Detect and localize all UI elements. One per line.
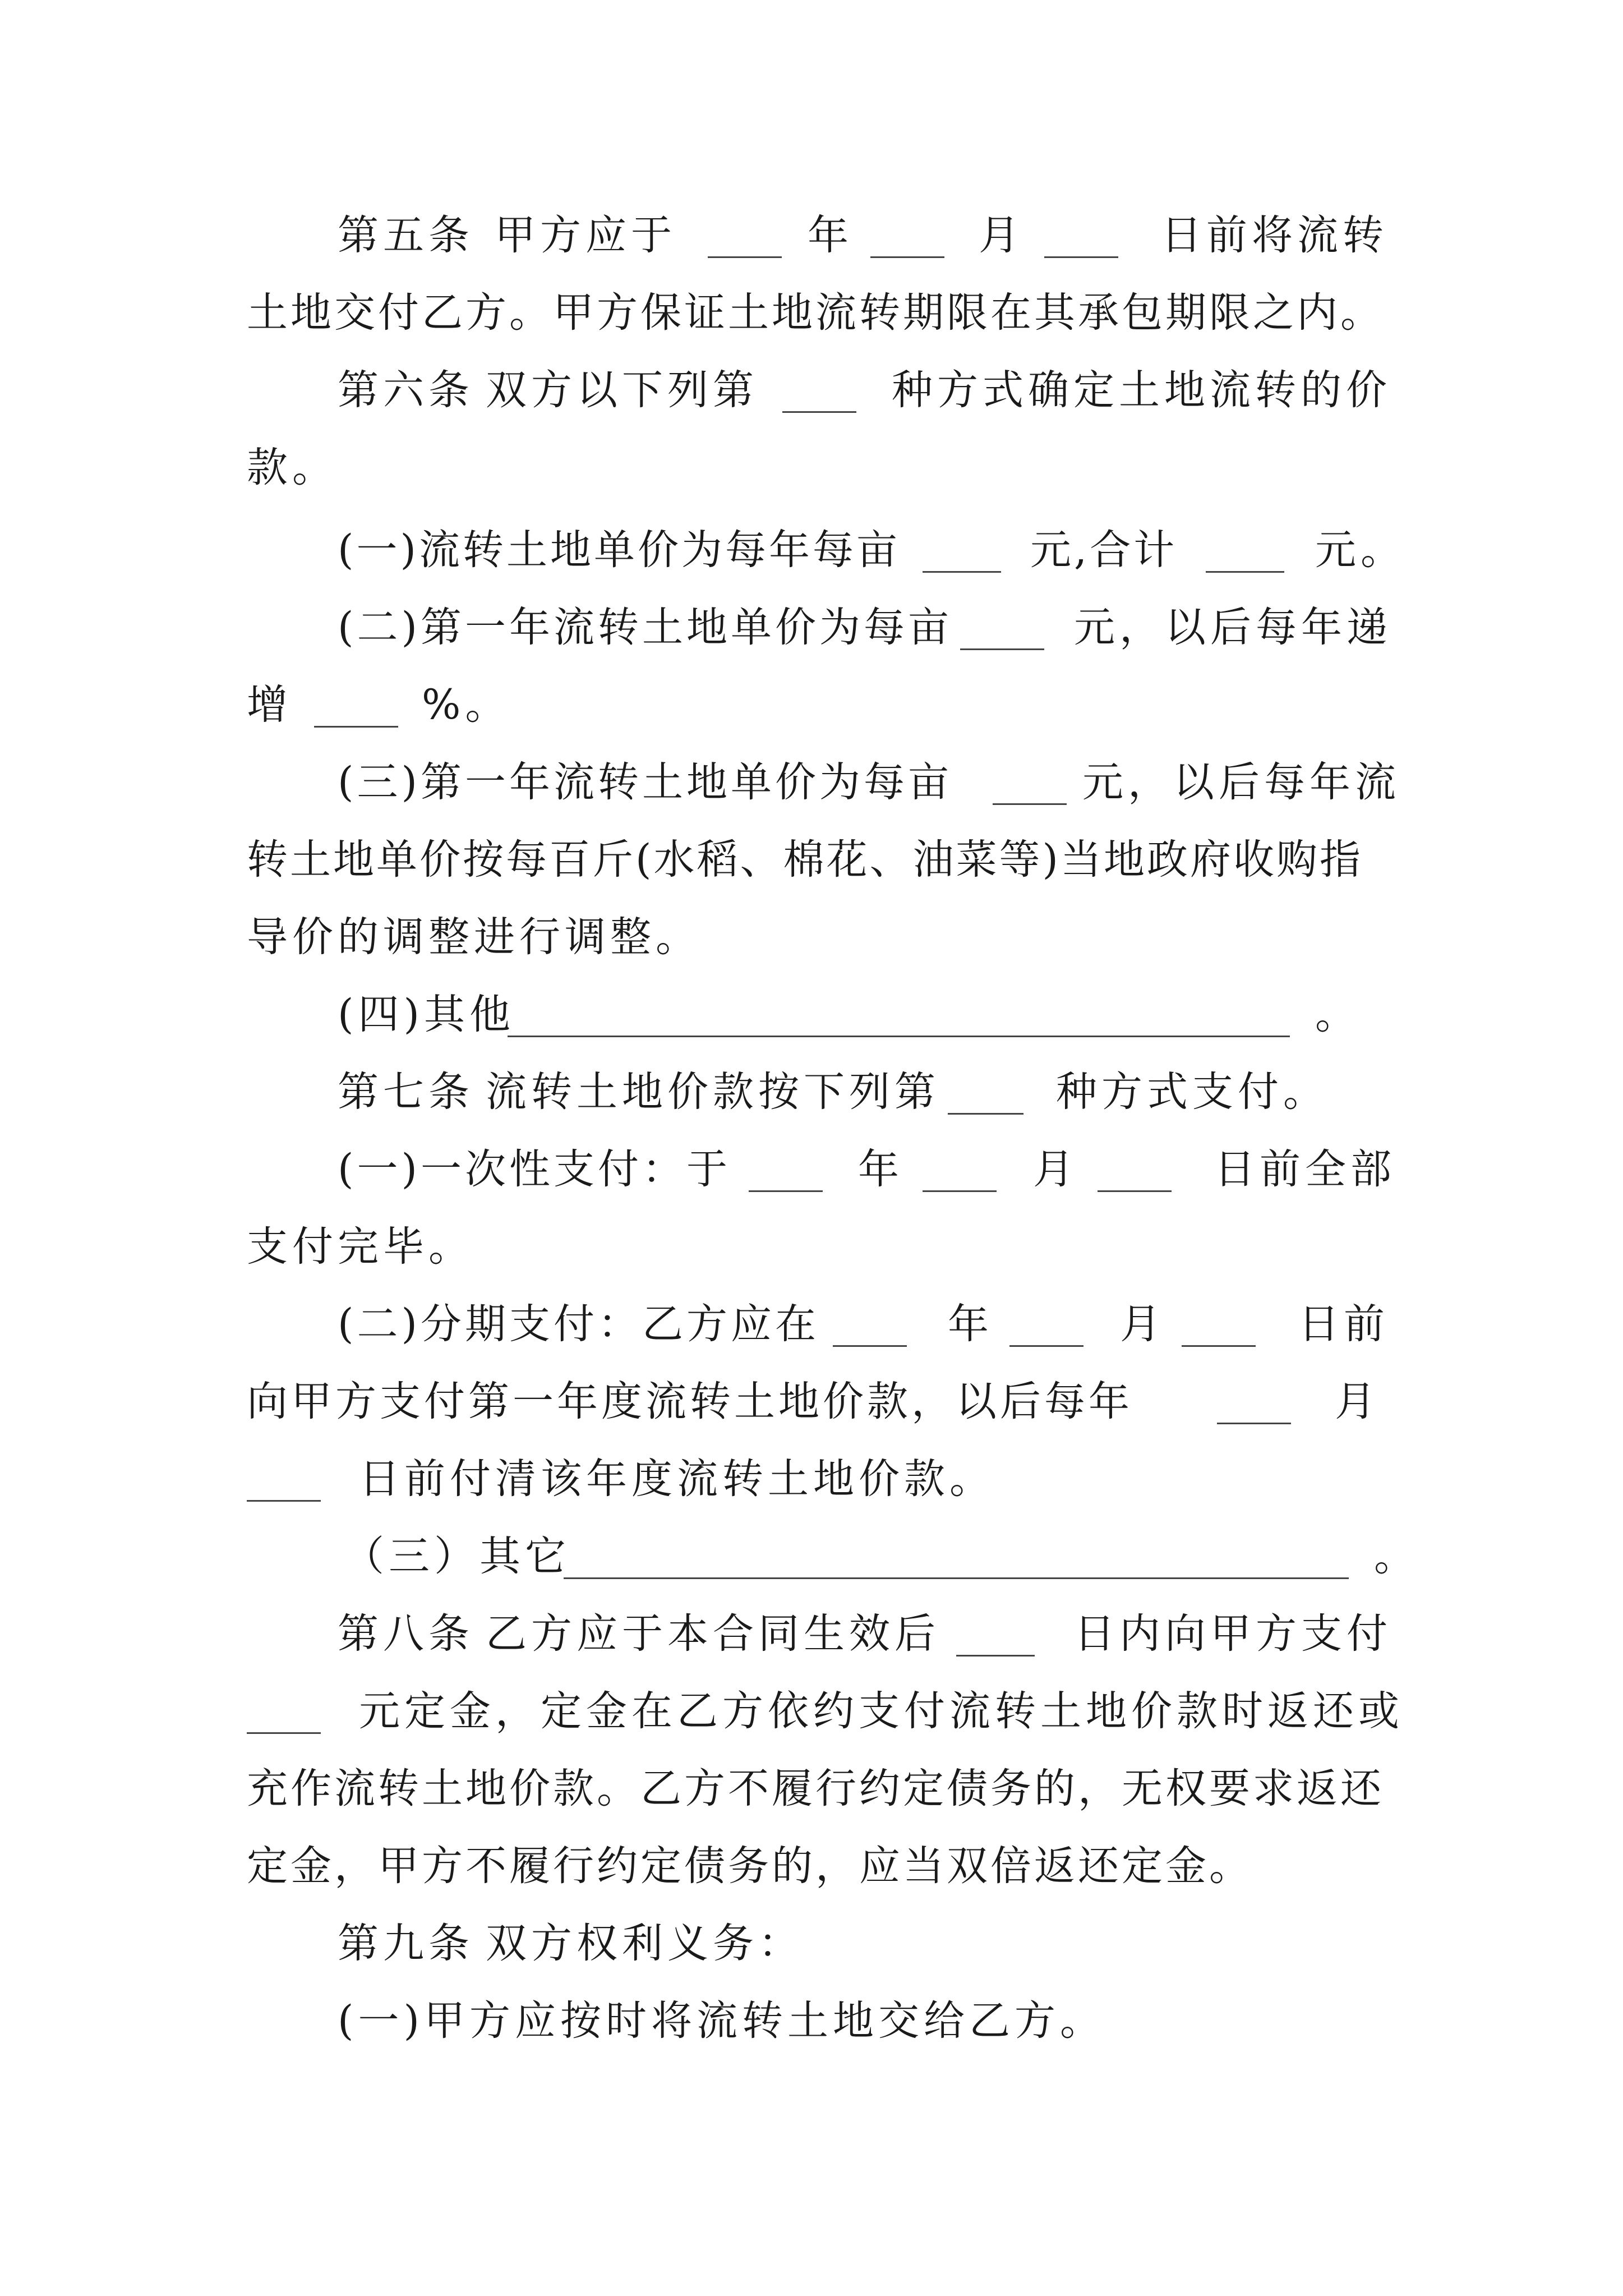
blank-field[interactable] [833,1304,907,1347]
article-5-text: 甲方应于 [495,211,676,259]
article-6-title: 第六条 [338,366,474,414]
option-text: %。 [422,681,511,729]
blank-field[interactable] [923,1149,997,1192]
blank-field[interactable] [1182,1304,1256,1347]
article-7-option-1-line-2 [0,1216,1623,1278]
option-text: 元，以后每年递 [1074,604,1392,651]
article-6-option-2-line-2 [0,674,1623,736]
article-8-line-1 [0,1603,1623,1665]
option-text: (三)第一年流转土地单价为每亩 [338,758,952,806]
article-9-option-1 [0,1990,1623,2052]
option-text: (一)流转土地单价为每年每亩 [338,526,900,574]
article-6-option-3-line-3 [0,907,1623,968]
month-label: 月 [1033,1145,1078,1193]
option-text: (四)其他 [338,991,515,1038]
option-text: (二)分期支付：乙方应在 [338,1300,819,1348]
blank-field[interactable] [1044,215,1118,258]
article-7-option-2 [0,1294,1623,1355]
article-5-text: 日前将流转 [1161,211,1388,259]
blank-field[interactable] [749,1149,823,1192]
article-9-text: 双方权利义务： [486,1920,804,1967]
article-7-option-1 [0,1139,1623,1200]
blank-field[interactable] [993,762,1067,805]
article-8-line-3 [0,1758,1623,1820]
blank-field[interactable] [1206,530,1284,573]
option-text: 元。 [1315,526,1406,574]
article-8-line-2 [0,1681,1623,1742]
article-8-text: 乙方应于本合同生效后 [486,1610,940,1658]
article-7-line-1 [0,1061,1623,1123]
article-6-option-4 [0,984,1623,1046]
paragraph-text: 导价的调整进行调整。 [247,913,701,961]
option-text: 。 [1374,1533,1419,1580]
paragraph-text: 向甲方支付第一年度流转土地价款，以后每年 [247,1378,1133,1425]
blank-field[interactable] [870,215,944,258]
paragraph-text: 日前付清该年度流转土地价款。 [359,1455,995,1503]
blank-field[interactable] [960,607,1044,650]
article-5-line-1 [0,205,1623,266]
option-text: (二)第一年流转土地单价为每亩 [338,604,952,651]
option-text: 元,合计 [1030,526,1178,574]
article-7-option-2-line-3 [0,1448,1623,1510]
option-text: 元，以后每年流 [1082,758,1400,806]
month-label: 月 [1335,1378,1380,1425]
article-6-option-3 [0,752,1623,813]
option-text: 日前全部 [1214,1145,1396,1193]
paragraph-text: 支付完毕。 [247,1223,474,1271]
blank-field[interactable] [1009,1304,1083,1347]
article-6-line-1 [0,360,1623,421]
article-9-line-1 [0,1913,1623,1975]
year-label: 年 [808,211,853,259]
article-6-text: 双方以下列第 [486,366,758,414]
article-7-option-2-line-2 [0,1371,1623,1433]
month-label: 月 [1120,1300,1165,1348]
blank-field[interactable] [564,1536,1349,1579]
paragraph-text: 款。 [247,444,338,491]
article-5-line-2 [0,282,1623,344]
article-7-text: 流转土地价款按下列第 [486,1068,940,1116]
article-7-title: 第七条 [338,1068,474,1116]
article-7-option-3 [0,1526,1623,1588]
month-label: 月 [979,211,1024,259]
article-6-option-1 [0,519,1623,581]
article-6-line-2 [0,437,1623,499]
paragraph-text: 转土地单价按每百斤(水稻、棉花、油菜等)当地政府收购指 [247,836,1363,884]
paragraph-text: 元定金，定金在乙方依约支付流转土地价款时返还或 [359,1687,1404,1735]
year-label: 年 [948,1300,993,1348]
blank-field[interactable] [923,530,1001,573]
option-text: (一)甲方应按时将流转土地交给乙方。 [338,1997,1105,2045]
article-5-title: 第五条 [338,211,474,259]
article-8-title: 第八条 [338,1610,474,1658]
option-text: 增 [247,681,292,729]
paragraph-text: 充作流转土地价款。乙方不履行约定债务的，无权要求返还 [247,1765,1384,1812]
year-label: 年 [858,1145,903,1193]
article-6-text: 种方式确定土地流转的价 [892,366,1391,414]
option-text: (一)一次性支付：于 [338,1145,731,1193]
blank-field[interactable] [247,1458,321,1502]
article-9-title: 第九条 [338,1920,474,1967]
blank-field[interactable] [708,215,782,258]
article-8-text: 日内向甲方支付 [1074,1610,1392,1658]
blank-field[interactable] [247,1691,321,1734]
blank-field[interactable] [508,994,1290,1037]
option-text: （三）其它 [343,1533,570,1580]
blank-field[interactable] [956,1613,1035,1657]
article-6-option-3-line-2 [0,829,1623,891]
blank-field[interactable] [1217,1381,1291,1424]
blank-field[interactable] [1098,1149,1172,1192]
article-7-text: 种方式支付。 [1056,1068,1329,1116]
article-6-option-2 [0,597,1623,659]
article-8-line-4 [0,1835,1623,1897]
blank-field[interactable] [782,370,856,413]
option-text: 日前 [1298,1300,1389,1348]
paragraph-text: 定金，甲方不履行约定债务的，应当双倍返还定金。 [247,1842,1253,1890]
blank-field[interactable] [948,1071,1023,1115]
paragraph-text: 土地交付乙方。甲方保证土地流转期限在其承包期限之内。 [247,289,1384,337]
blank-field[interactable] [314,684,398,728]
option-text: 。 [1315,991,1361,1038]
